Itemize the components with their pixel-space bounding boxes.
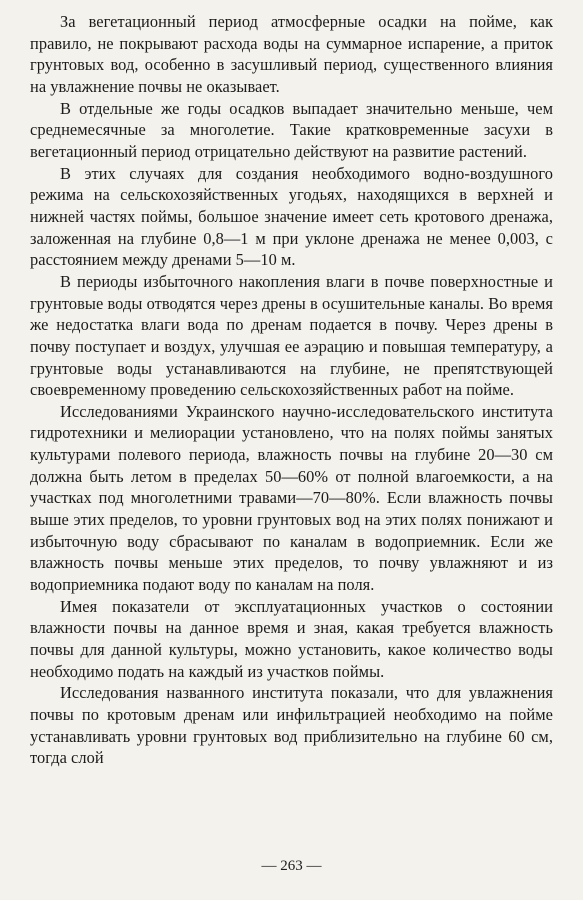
paragraph-4: В периоды избыточного накопления влаги в почве поверхностные и грунтовые воды отводятся через дрены в осушительные каналы. Во время же недостатка влаги вода по дренам подается в почву. Через дрены в почву поступает и воздух, улучшая ее аэрацию и повышая температуру, а грунтовые воды устанавливаются на глубине, не препятствующей своевременному проведению сельскохозяйственных работ на пойме. — [30, 271, 553, 400]
paragraph-1: За вегетационный период атмосферные осадки на пойме, как правило, не покрывают расхода воды на суммарное испарение, а приток грунтовых вод, особенно в засушливый период, существенного влияния на увлажнение почвы не оказывает. — [30, 12, 553, 96]
paragraph-7: Исследования названного института показали, что для увлажнения почвы по кротовым дренам или инфильтрацией необходимо на пойме устанавливать уровни грунтовых вод приблизительно на глубине 60 см, тогда слой — [30, 683, 553, 768]
paragraph-6: Имея показатели от эксплуатационных участков о состоянии влажности почвы на данное время и зная, какая требуется влажность почвы для данной культуры, можно установить, какое количество воды необходимо подать на каждый из участков поймы. — [30, 596, 553, 681]
page-number: — 263 — — [261, 858, 322, 874]
paragraph-5: Исследованиями Украинского научно-исследовательского института гидротехники и мелиорации установлено, что на полях поймы занятых культурами полевого периода, влажность почвы на глубине 20—30 см должна быть летом в пределах 50—60% от полной влагоемкости, а на участках под многолетними травами—70—80%. Если влажность почвы выше этих пределов, то уровни грунтовых вод на этих полях понижают и избыточную воду сбрасывают по каналам в водоприемник. Если же влажность почвы меньше этих пределов, то почву увлажняют и из водоприемника подают воду по каналам на поля. — [30, 401, 553, 595]
paragraph-2: В отдельные же годы осадков выпадает значительно меньше, чем среднемесячные за многолетие. Такие кратковременные засухи в вегетационный период отрицательно действуют на развитие растений. — [30, 98, 553, 161]
paragraph-3: В этих случаях для создания необходимого водно-воздушного режима на сельскохозяйственных угодьях, находящихся в верхней и нижней частях поймы, большое значение имеет сеть кротового дренажа, заложенная на глубине 0,8—1 м при уклоне дренажа не менее 0,003, с расстоянием между дренами 5—10 м. — [30, 163, 553, 270]
page-body — [30, 11, 553, 769]
